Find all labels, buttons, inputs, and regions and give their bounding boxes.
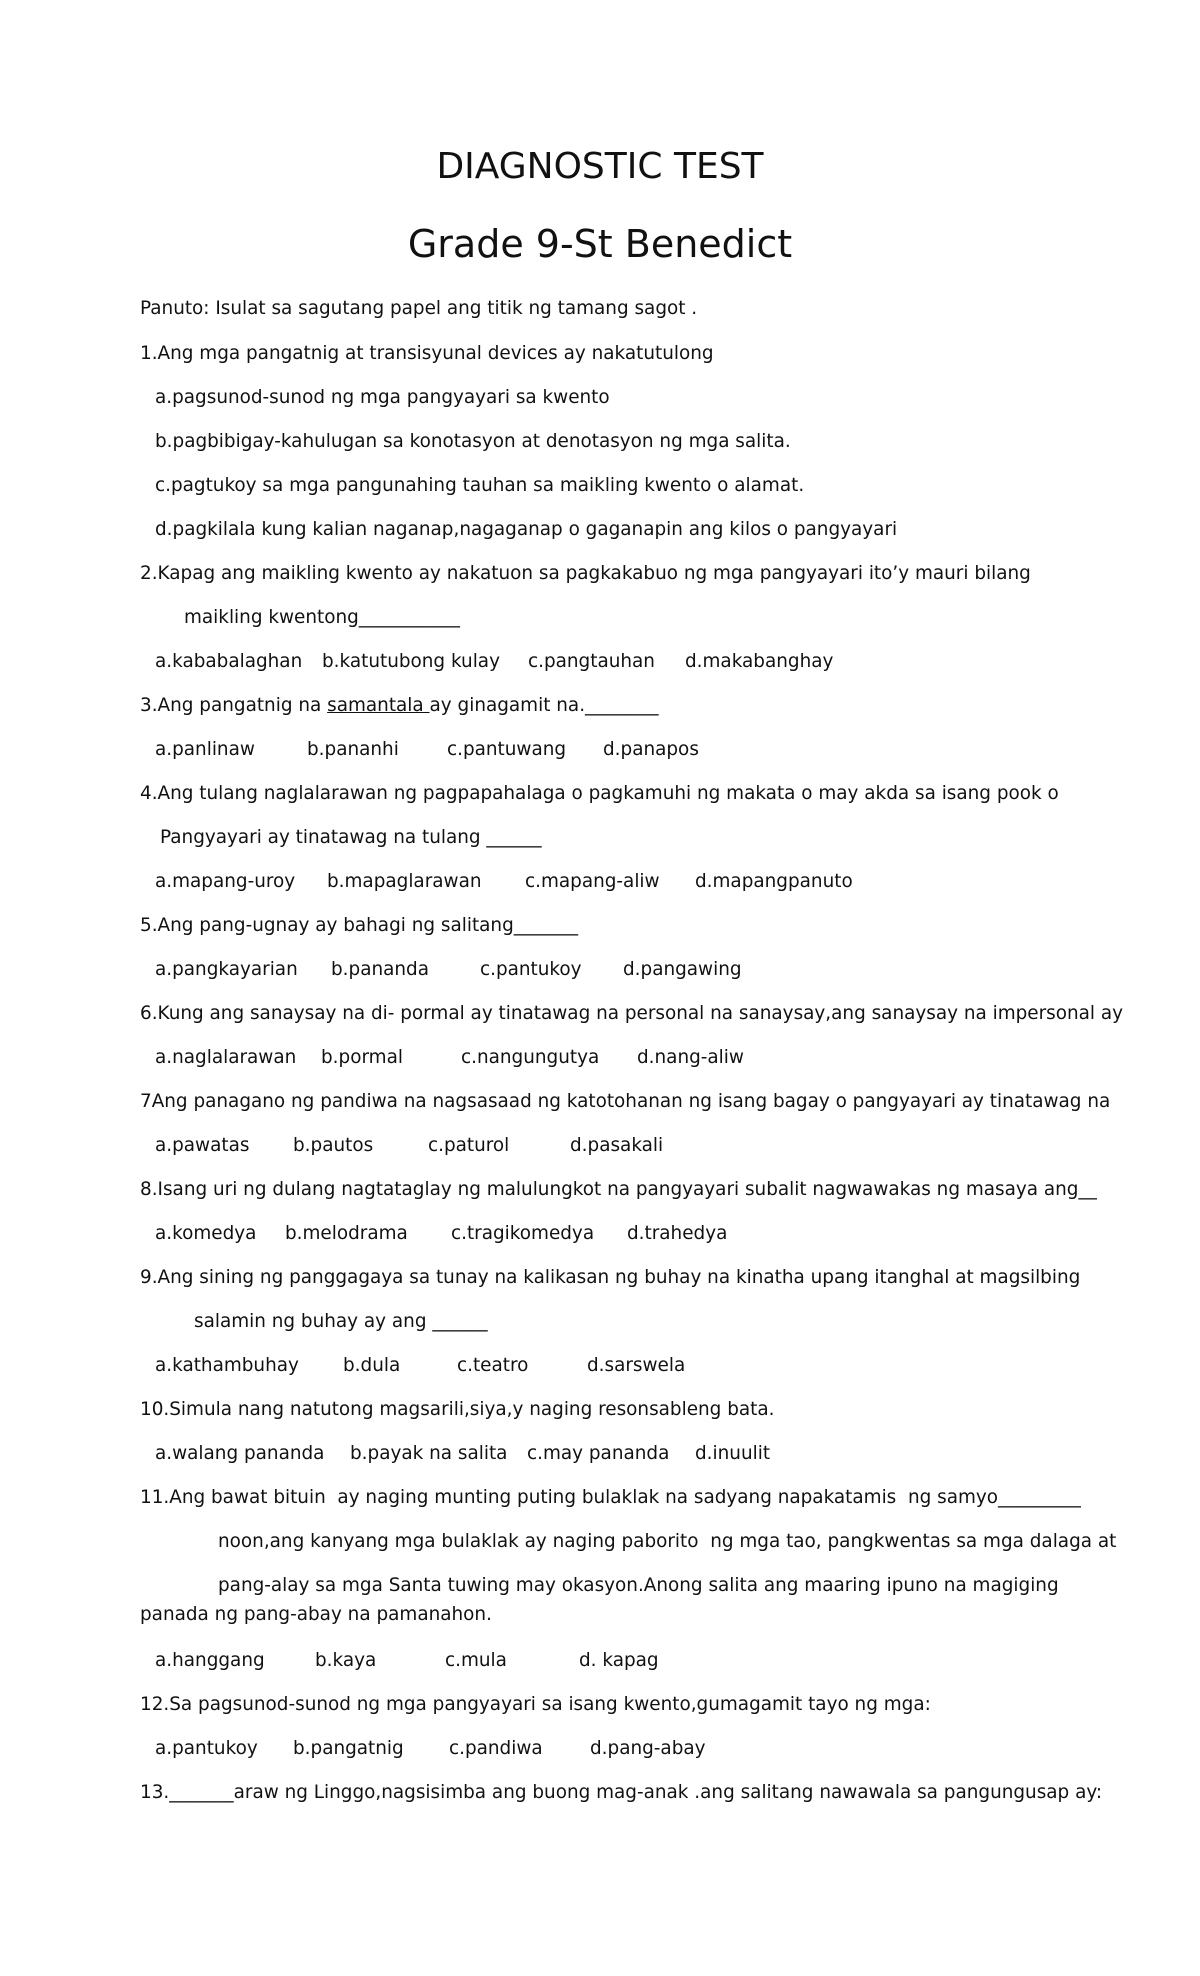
question-5: 5.Ang pang-ugnay ay bahagi ng salitang_______ [140, 915, 579, 936]
q11-choice-b: b.kaya [315, 1650, 377, 1671]
q8-choice-b: b.melodrama [285, 1223, 408, 1244]
q1-choice-c: c.pagtukoy sa mga pangunahing tauhan sa maikling kwento o alamat. [155, 475, 805, 496]
q3-suffix: ay ginagamit na.________ [429, 695, 659, 716]
question-12: 12.Sa pagsunod-sunod ng mga pangyayari sa isang kwento,gumagamit tayo ng mga: [140, 1694, 931, 1715]
q2-choice-b: b.katutubong kulay [322, 651, 500, 672]
question-4: 4.Ang tulang naglalarawan ng pagpapahalaga o pagkamuhi ng makata o may akda sa isang pook o [140, 783, 1059, 804]
q5-choice-c: c.pantukoy [480, 959, 582, 980]
q5-choice-b: b.pananda [331, 959, 429, 980]
q12-choice-d: d.pang-abay [590, 1738, 706, 1759]
q11-choice-d: d. kapag [579, 1650, 659, 1671]
question-3 [140, 695, 659, 717]
q6-choice-a: a.naglalarawan [155, 1047, 297, 1068]
question-4-cont: Pangyayari ay tinatawag na tulang ______ [160, 827, 542, 848]
instructions: Panuto: Isulat sa sagutang papel ang titik ng tamang sagot . [140, 298, 698, 319]
question-8: 8.Isang uri ng dulang nagtataglay ng malulungkot na pangyayari subalit nagwawakas ng masaya ang__ [140, 1179, 1097, 1200]
q7-choice-a: a.pawatas [155, 1135, 250, 1156]
q8-choice-d: d.trahedya [627, 1223, 728, 1244]
q8-choice-a: a.komedya [155, 1223, 257, 1244]
q10-choice-d: d.inuulit [695, 1443, 771, 1464]
question-1: 1.Ang mga pangatnig at transisyunal devices ay nakatutulong [140, 343, 714, 364]
q9-choice-d: d.sarswela [587, 1355, 686, 1376]
q3-choice-d: d.panapos [603, 739, 699, 760]
q6-choice-d: d.nang-aliw [637, 1047, 744, 1068]
question-9: 9.Ang sining ng panggagaya sa tunay na kalikasan ng buhay na kinatha upang itanghal at magsilbing [140, 1267, 1081, 1288]
q3-choice-a: a.panlinaw [155, 739, 255, 760]
q12-choice-a: a.pantukoy [155, 1738, 258, 1759]
q4-choice-a: a.mapang-uroy [155, 871, 296, 892]
question-11: 11.Ang bawat bituin ay naging munting puting bulaklak na sadyang napakatamis ng samyo_________ [140, 1487, 1081, 1508]
q5-choice-a: a.pangkayarian [155, 959, 298, 980]
q4-choice-d: d.mapangpanuto [695, 871, 853, 892]
question-11-cont-2: pang-alay sa mga Santa tuwing may okasyon.Anong salita ang maaring ipuno na magiging [218, 1575, 1059, 1596]
q2-choice-c: c.pangtauhan [528, 651, 655, 672]
question-11-cont-1: noon,ang kanyang mga bulaklak ay naging paborito ng mga tao, pangkwentas sa mga dalaga at [218, 1531, 1117, 1552]
question-10: 10.Simula nang natutong magsarili,siya,y naging resonsableng bata. [140, 1399, 775, 1420]
q3-choice-c: c.pantuwang [447, 739, 567, 760]
q4-choice-c: c.mapang-aliw [525, 871, 660, 892]
question-2-cont: maikling kwentong___________ [184, 607, 460, 628]
q5-choice-d: d.pangawing [623, 959, 742, 980]
q9-choice-a: a.kathambuhay [155, 1355, 299, 1376]
q1-choice-a: a.pagsunod-sunod ng mga pangyayari sa kwento [155, 387, 610, 408]
question-2: 2.Kapag ang maikling kwento ay nakatuon sa pagkakabuo ng mga pangyayari ito’y mauri bilang [140, 563, 1031, 584]
q2-choice-a: a.kababalaghan [155, 651, 303, 672]
q12-choice-c: c.pandiwa [449, 1738, 543, 1759]
q1-choice-d: d.pagkilala kung kalian naganap,nagaganap o gaganapin ang kilos o pangyayari [155, 519, 898, 540]
q1-choice-b: b.pagbibigay-kahulugan sa konotasyon at denotasyon ng mga salita. [155, 431, 791, 452]
document-title: DIAGNOSTIC TEST [436, 146, 764, 187]
question-7: 7Ang panagano ng pandiwa na nagsasaad ng katotohanan ng isang bagay o pangyayari ay tinatawag na [140, 1091, 1111, 1112]
q11-choice-a: a.hanggang [155, 1650, 265, 1671]
q3-choice-b: b.pananhi [307, 739, 399, 760]
q4-choice-b: b.mapaglarawan [327, 871, 482, 892]
q9-choice-c: c.teatro [457, 1355, 529, 1376]
q7-choice-d: d.pasakali [570, 1135, 664, 1156]
q3-underlined-word: samantala [327, 695, 430, 716]
question-11-cont-3: panada ng pang-abay na pamanahon. [140, 1604, 492, 1625]
q10-choice-c: c.may pananda [527, 1443, 670, 1464]
q7-choice-c: c.paturol [428, 1135, 510, 1156]
q10-choice-a: a.walang pananda [155, 1443, 325, 1464]
q7-choice-b: b.pautos [293, 1135, 374, 1156]
q2-choice-d: d.makabanghay [685, 651, 834, 672]
question-13: 13._______araw ng Linggo,nagsisimba ang buong mag-anak .ang salitang nawawala sa pangungusap ay: [140, 1782, 1103, 1803]
q11-choice-c: c.mula [445, 1650, 507, 1671]
q6-choice-b: b.pormal [321, 1047, 403, 1068]
q6-choice-c: c.nangungutya [461, 1047, 600, 1068]
document-subtitle: Grade 9-St Benedict [407, 222, 793, 266]
q10-choice-b: b.payak na salita [350, 1443, 508, 1464]
q8-choice-c: c.tragikomedya [451, 1223, 595, 1244]
question-6: 6.Kung ang sanaysay na di- pormal ay tinatawag na personal na sanaysay,ang sanaysay na impersonal ay [140, 1003, 1124, 1024]
q12-choice-b: b.pangatnig [293, 1738, 404, 1759]
q3-prefix: 3.Ang pangatnig na [140, 695, 328, 716]
question-9-cont: salamin ng buhay ay ang ______ [194, 1311, 488, 1332]
q9-choice-b: b.dula [343, 1355, 401, 1376]
